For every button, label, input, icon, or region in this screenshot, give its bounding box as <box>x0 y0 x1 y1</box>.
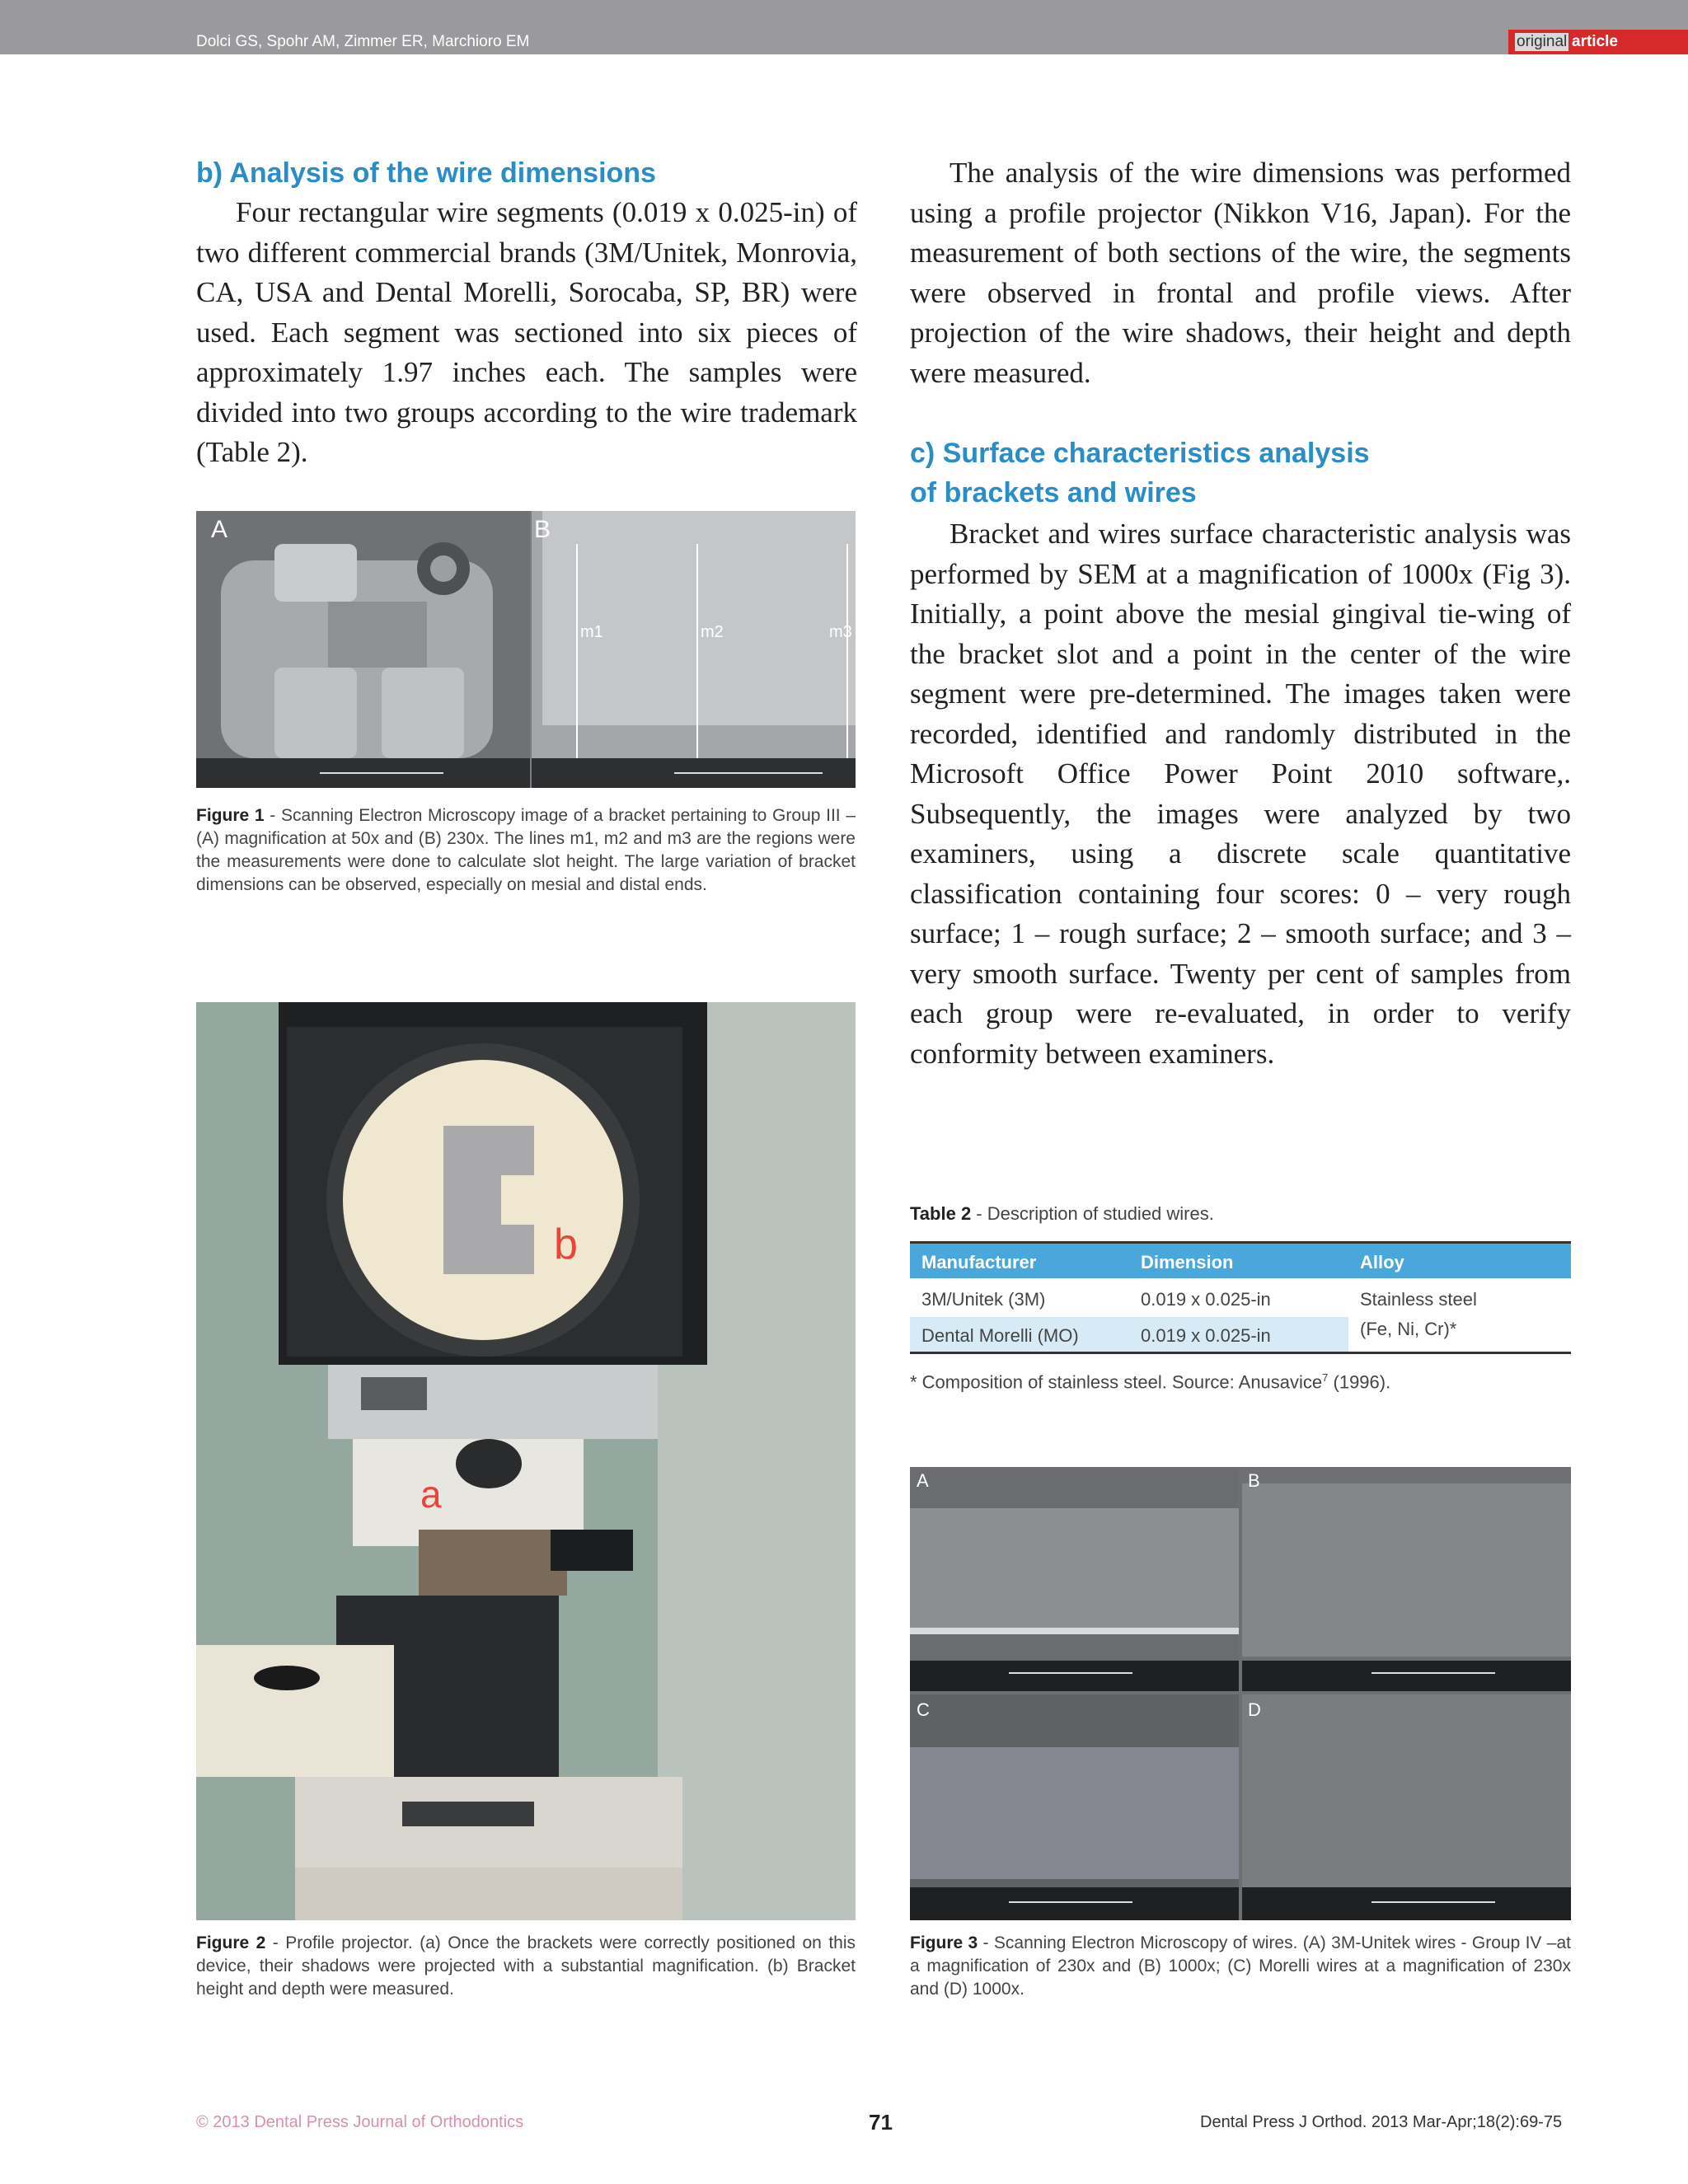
figure-1-caption-text: - Scanning Electron Microscopy image of a bracket pertaining to Group III – (A) magnification at 50x and (B) 230x. The lines m1, m2 and m3 are the regions were the measurements were done to calculate slot height. The large variation of bracket dimensions can be observed, especially on mesial and distal ends. <box>196 806 856 894</box>
figure-3-image <box>910 1467 1571 1920</box>
table-2-header-manufacturer: Manufacturer <box>921 1252 1037 1272</box>
table-2-note <box>910 1371 1390 1393</box>
figure-1-label-m2: m2 <box>701 623 724 641</box>
figure-3-caption <box>910 1932 1571 2001</box>
figure-3-label-a: A <box>917 1470 929 1491</box>
table-2-header-alloy: Alloy <box>1360 1252 1404 1272</box>
article-type-article: article <box>1572 33 1618 50</box>
table-2-note-year: (1996). <box>1328 1371 1391 1393</box>
running-header-authors: Dolci GS, Spohr AM, Zimmer ER, Marchioro EM <box>196 33 530 50</box>
table-2-row2-dimension: 0.019 x 0.025-in <box>1141 1325 1271 1346</box>
figure-2-label-b: b <box>554 1221 578 1268</box>
figure-2-caption-title: Figure 2 <box>196 1933 266 1952</box>
table-2-row2-manufacturer: Dental Morelli (MO) <box>921 1325 1079 1346</box>
paragraph-wire-dimensions: Four rectangular wire segments (0.019 x 0.025-in) of two different commercial brands (3M/Unitek, Monrovia, CA, USA and Dental Morelli, Sorocaba, SP, BR) were used. Each segment was sectioned into six pieces of approximately 1.97 inches each. The samples were divided into two groups according to the wire trademark (Table 2). <box>196 196 857 468</box>
figure-1-label-a: A <box>211 516 228 543</box>
figure-1-caption <box>196 804 856 897</box>
figure-1-sem-illustration <box>196 511 856 788</box>
figure-1-caption-title: Figure 1 <box>196 806 265 825</box>
table-2-bottom-rule <box>910 1352 1571 1354</box>
section-heading-c-line2: of brackets and wires <box>910 477 1197 509</box>
paragraph-surface-analysis: Bracket and wires surface characteristic analysis was performed by SEM at a magnification of 1000x (Fig 3). Initially, a point above the mesial gingival tie-wing of the bracket slot and a point in the center of the wire segment were pre-determined. The images taken were recorded, identified and randomly distributed in the Microsoft Office Power Point 2010 software,. Subsequently, the images were analyzed by two examiners, using a discrete scale quantitative classification containing four scores: 0 – very rough surface; 1 – rough surface; 2 – smooth surface; and 3 – very smooth surface. Twenty per cent of samples from each group were re-evaluated, in order to verify conformity between examiners. <box>910 518 1571 1070</box>
figure-2-caption <box>196 1932 856 2001</box>
table-2 <box>910 1241 1571 1355</box>
figure-2-projector-illustration <box>196 1002 856 1920</box>
table-2-row1-dimension: 0.019 x 0.025-in <box>1141 1289 1271 1310</box>
figure-3-label-b: B <box>1248 1470 1260 1491</box>
table-2-row1-manufacturer: 3M/Unitek (3M) <box>921 1289 1046 1310</box>
footer-page-number: 71 <box>869 2110 893 2135</box>
table-2-alloy-line2: (Fe, Ni, Cr)* <box>1360 1319 1457 1339</box>
figure-3-label-c: C <box>917 1699 930 1720</box>
footer-citation: Dental Press J Orthod. 2013 Mar-Apr;18(2):69-75 <box>1200 2113 1563 2131</box>
section-heading-c-line1: c) Surface characteristics analysis <box>910 438 1370 469</box>
figure-3-sem-illustration <box>910 1467 1571 1920</box>
table-2-alloy-line1: Stainless steel <box>1360 1289 1477 1310</box>
figure-2-image <box>196 1002 856 1920</box>
figure-2-caption-text: - Profile projector. (a) Once the brackets were correctly positioned on this device, their shadows were projected with a substantial magnification. (b) Bracket height and depth were measured. <box>196 1933 856 1999</box>
table-2-title-text: - Description of studied wires. <box>971 1203 1214 1224</box>
paragraph-wire-dimensions-continued: The analysis of the wire dimensions was performed using a profile projector (Nikkon V16, Japan). For the measurement of both sections of the wire, the segments were observed in frontal and profile views. After projection of the wire shadows, their height and depth were measured. <box>910 157 1571 389</box>
figure-3-caption-text: - Scanning Electron Microscopy of wires. (A) 3M-Unitek wires - Group IV –at a magnification of 230x and (B) 1000x; (C) Morelli wires at a magnification of 230x and (D) 1000x. <box>910 1933 1571 1999</box>
figure-3-caption-title: Figure 3 <box>910 1933 978 1952</box>
table-2-note-ref: 7 <box>1322 1371 1329 1384</box>
figure-2-label-a: a <box>420 1473 442 1516</box>
table-2-note-text: * Composition of stainless steel. Source: Anusavice <box>910 1371 1323 1393</box>
table-2-header-dimension: Dimension <box>1141 1252 1234 1272</box>
footer-copyright: © 2013 Dental Press Journal of Orthodontics <box>196 2113 524 2131</box>
figure-1-image <box>196 511 856 788</box>
table-2-title <box>910 1203 1214 1225</box>
figure-1-label-b: B <box>534 516 551 543</box>
article-type-original: original <box>1517 33 1568 50</box>
section-heading-b: b) Analysis of the wire dimensions <box>196 157 656 189</box>
figure-3-label-d: D <box>1248 1699 1261 1720</box>
figure-1-label-m1: m1 <box>580 623 603 641</box>
figure-1-label-m3: m3 <box>829 623 852 641</box>
table-2-title-label: Table 2 <box>910 1203 972 1224</box>
